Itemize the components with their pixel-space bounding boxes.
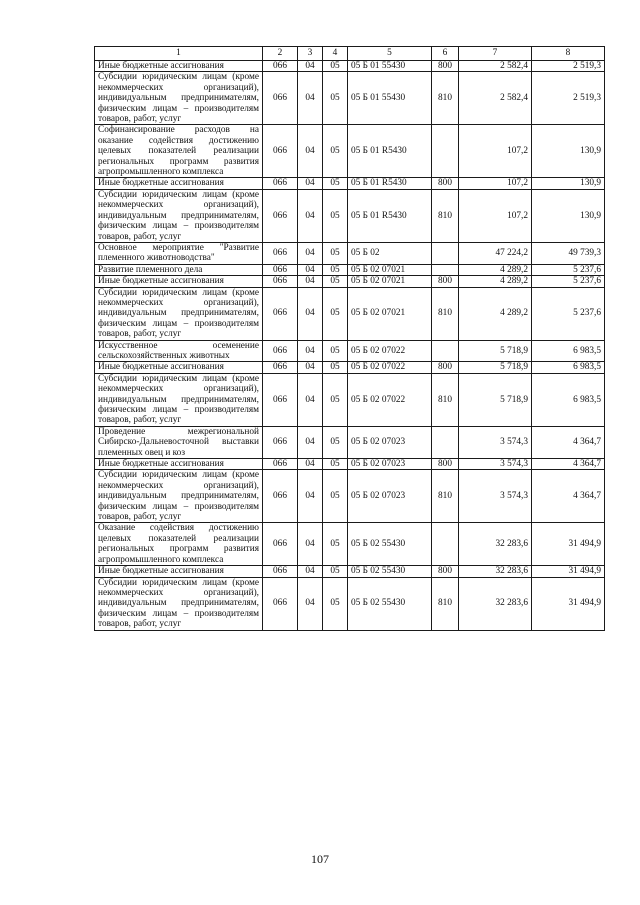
cell-subsection: 05	[323, 178, 348, 189]
cell-section: 04	[298, 189, 323, 242]
cell-amount-col8: 31 494,9	[532, 566, 605, 577]
cell-name: Иные бюджетные ассигнования	[95, 362, 263, 373]
cell-amount-col8: 6 983,5	[532, 373, 605, 426]
header-cell: 4	[323, 47, 348, 61]
table-row	[95, 125, 605, 178]
table-row	[95, 264, 605, 275]
cell-section: 04	[298, 459, 323, 470]
cell-expense-type: 800	[432, 459, 459, 470]
table-row	[95, 178, 605, 189]
cell-amount-col7: 5 718,9	[459, 373, 532, 426]
cell-amount-col7: 5 718,9	[459, 362, 532, 373]
cell-ministry-code: 066	[263, 566, 298, 577]
cell-target-article: 05 Б 02 55430	[348, 566, 432, 577]
cell-ministry-code: 066	[263, 276, 298, 287]
cell-ministry-code: 066	[263, 459, 298, 470]
cell-name: Субсидии юридическим лицам (кроме некоммерческих организаций), индивидуальным предпринимателям, физическим лицам – производителям товаров, работ, услуг	[95, 72, 263, 125]
cell-amount-col8: 5 237,6	[532, 264, 605, 275]
cell-target-article: 05 Б 02 07022	[348, 373, 432, 426]
cell-ministry-code: 066	[263, 61, 298, 72]
cell-section: 04	[298, 242, 323, 264]
cell-amount-col8: 130,9	[532, 125, 605, 178]
cell-target-article: 05 Б 01 R5430	[348, 189, 432, 242]
cell-expense-type: 810	[432, 577, 459, 630]
cell-ministry-code: 066	[263, 189, 298, 242]
cell-subsection: 05	[323, 470, 348, 523]
cell-amount-col8: 4 364,7	[532, 459, 605, 470]
cell-target-article: 05 Б 01 R5430	[348, 125, 432, 178]
cell-ministry-code: 066	[263, 242, 298, 264]
cell-name: Субсидии юридическим лицам (кроме некоммерческих организаций), индивидуальным предпринимателям, физическим лицам – производителям товаров, работ, услуг	[95, 577, 263, 630]
table-header-row	[95, 47, 605, 61]
cell-section: 04	[298, 362, 323, 373]
cell-ministry-code: 066	[263, 178, 298, 189]
table-row	[95, 577, 605, 630]
cell-name: Искусственное осеменение сельскохозяйственных животных	[95, 340, 263, 362]
cell-target-article: 05 Б 02 07021	[348, 287, 432, 340]
cell-amount-col7: 4 289,2	[459, 276, 532, 287]
cell-target-article: 05 Б 02 07022	[348, 362, 432, 373]
cell-subsection: 05	[323, 566, 348, 577]
table-row	[95, 470, 605, 523]
cell-target-article: 05 Б 02 55430	[348, 577, 432, 630]
cell-target-article: 05 Б 02 07021	[348, 264, 432, 275]
cell-target-article: 05 Б 02 07023	[348, 470, 432, 523]
header-cell: 8	[532, 47, 605, 61]
cell-expense-type: 810	[432, 72, 459, 125]
cell-expense-type	[432, 264, 459, 275]
cell-amount-col8: 5 237,6	[532, 276, 605, 287]
cell-expense-type	[432, 523, 459, 566]
cell-name: Развитие племенного дела	[95, 264, 263, 275]
cell-target-article: 05 Б 02	[348, 242, 432, 264]
cell-amount-col7: 4 289,2	[459, 264, 532, 275]
cell-section: 04	[298, 373, 323, 426]
cell-amount-col8: 130,9	[532, 178, 605, 189]
cell-subsection: 05	[323, 276, 348, 287]
table-row	[95, 242, 605, 264]
cell-subsection: 05	[323, 189, 348, 242]
cell-expense-type: 810	[432, 189, 459, 242]
table-row	[95, 523, 605, 566]
cell-section: 04	[298, 566, 323, 577]
table-row	[95, 459, 605, 470]
cell-amount-col8: 5 237,6	[532, 287, 605, 340]
cell-ministry-code: 066	[263, 340, 298, 362]
cell-expense-type: 800	[432, 276, 459, 287]
cell-subsection: 05	[323, 426, 348, 458]
cell-subsection: 05	[323, 577, 348, 630]
cell-amount-col8: 130,9	[532, 189, 605, 242]
cell-expense-type: 810	[432, 287, 459, 340]
table-row	[95, 340, 605, 362]
cell-expense-type: 800	[432, 178, 459, 189]
header-cell: 1	[95, 47, 263, 61]
cell-amount-col7: 32 283,6	[459, 523, 532, 566]
cell-subsection: 05	[323, 264, 348, 275]
cell-name: Субсидии юридическим лицам (кроме некоммерческих организаций), индивидуальным предпринимателям, физическим лицам – производителям товаров, работ, услуг	[95, 470, 263, 523]
cell-name: Софинансирование расходов на оказание содействия достижению целевых показателей реализации региональных программ развития агропромышленного комплекса	[95, 125, 263, 178]
cell-ministry-code: 066	[263, 470, 298, 523]
cell-ministry-code: 066	[263, 577, 298, 630]
header-cell: 3	[298, 47, 323, 61]
cell-expense-type: 810	[432, 470, 459, 523]
cell-subsection: 05	[323, 61, 348, 72]
cell-subsection: 05	[323, 362, 348, 373]
table-body	[95, 61, 605, 631]
cell-section: 04	[298, 276, 323, 287]
cell-subsection: 05	[323, 242, 348, 264]
cell-amount-col7: 2 582,4	[459, 72, 532, 125]
cell-ministry-code: 066	[263, 72, 298, 125]
cell-section: 04	[298, 426, 323, 458]
cell-section: 04	[298, 577, 323, 630]
table-row	[95, 566, 605, 577]
cell-amount-col7: 107,2	[459, 125, 532, 178]
table-row	[95, 426, 605, 458]
cell-target-article: 05 Б 02 07021	[348, 276, 432, 287]
cell-amount-col7: 3 574,3	[459, 426, 532, 458]
table-row	[95, 61, 605, 72]
cell-expense-type	[432, 426, 459, 458]
cell-section: 04	[298, 470, 323, 523]
cell-target-article: 05 Б 02 07023	[348, 426, 432, 458]
cell-amount-col7: 2 582,4	[459, 61, 532, 72]
cell-expense-type	[432, 125, 459, 178]
cell-target-article: 05 Б 01 55430	[348, 61, 432, 72]
cell-name: Проведение межрегиональной Сибирско-Дальневосточной выставки племенных овец и коз	[95, 426, 263, 458]
cell-amount-col8: 49 739,3	[532, 242, 605, 264]
header-cell: 7	[459, 47, 532, 61]
cell-target-article: 05 Б 02 55430	[348, 523, 432, 566]
cell-subsection: 05	[323, 72, 348, 125]
table-row	[95, 362, 605, 373]
header-cell: 6	[432, 47, 459, 61]
header-cell: 5	[348, 47, 432, 61]
cell-amount-col8: 2 519,3	[532, 72, 605, 125]
cell-name: Основное мероприятие "Развитие племенного животноводства"	[95, 242, 263, 264]
table-row	[95, 287, 605, 340]
table-row	[95, 373, 605, 426]
cell-expense-type: 800	[432, 362, 459, 373]
cell-name: Иные бюджетные ассигнования	[95, 276, 263, 287]
cell-name: Иные бюджетные ассигнования	[95, 178, 263, 189]
cell-ministry-code: 066	[263, 523, 298, 566]
cell-section: 04	[298, 61, 323, 72]
cell-name: Иные бюджетные ассигнования	[95, 566, 263, 577]
page-number: 107	[311, 852, 329, 866]
header-cell: 2	[263, 47, 298, 61]
cell-amount-col7: 3 574,3	[459, 459, 532, 470]
cell-ministry-code: 066	[263, 287, 298, 340]
cell-amount-col8: 6 983,5	[532, 340, 605, 362]
table-row	[95, 72, 605, 125]
cell-expense-type	[432, 340, 459, 362]
cell-target-article: 05 Б 01 R5430	[348, 178, 432, 189]
cell-name: Иные бюджетные ассигнования	[95, 459, 263, 470]
cell-amount-col7: 5 718,9	[459, 340, 532, 362]
cell-name: Субсидии юридическим лицам (кроме некоммерческих организаций), индивидуальным предпринимателям, физическим лицам – производителям товаров, работ, услуг	[95, 373, 263, 426]
cell-subsection: 05	[323, 125, 348, 178]
cell-amount-col7: 32 283,6	[459, 577, 532, 630]
cell-ministry-code: 066	[263, 264, 298, 275]
cell-section: 04	[298, 178, 323, 189]
cell-section: 04	[298, 287, 323, 340]
cell-expense-type: 800	[432, 61, 459, 72]
cell-section: 04	[298, 125, 323, 178]
cell-amount-col7: 4 289,2	[459, 287, 532, 340]
cell-ministry-code: 066	[263, 362, 298, 373]
cell-name: Субсидии юридическим лицам (кроме некоммерческих организаций), индивидуальным предпринимателям, физическим лицам – производителям товаров, работ, услуг	[95, 287, 263, 340]
cell-expense-type: 800	[432, 566, 459, 577]
cell-subsection: 05	[323, 287, 348, 340]
cell-amount-col8: 4 364,7	[532, 426, 605, 458]
cell-expense-type	[432, 242, 459, 264]
cell-ministry-code: 066	[263, 125, 298, 178]
cell-amount-col7: 107,2	[459, 178, 532, 189]
cell-amount-col7: 32 283,6	[459, 566, 532, 577]
cell-ministry-code: 066	[263, 373, 298, 426]
cell-subsection: 05	[323, 523, 348, 566]
cell-name: Иные бюджетные ассигнования	[95, 61, 263, 72]
cell-subsection: 05	[323, 459, 348, 470]
cell-name: Оказание содействия достижению целевых показателей реализации региональных программ развития агропромышленного комплекса	[95, 523, 263, 566]
cell-subsection: 05	[323, 373, 348, 426]
table-row	[95, 189, 605, 242]
cell-target-article: 05 Б 01 55430	[348, 72, 432, 125]
cell-name: Субсидии юридическим лицам (кроме некоммерческих организаций), индивидуальным предпринимателям, физическим лицам – производителям товаров, работ, услуг	[95, 189, 263, 242]
cell-amount-col8: 31 494,9	[532, 523, 605, 566]
cell-section: 04	[298, 72, 323, 125]
cell-target-article: 05 Б 02 07022	[348, 340, 432, 362]
cell-section: 04	[298, 264, 323, 275]
cell-amount-col7: 47 224,2	[459, 242, 532, 264]
cell-subsection: 05	[323, 340, 348, 362]
cell-amount-col8: 2 519,3	[532, 61, 605, 72]
cell-amount-col8: 6 983,5	[532, 362, 605, 373]
cell-expense-type: 810	[432, 373, 459, 426]
cell-section: 04	[298, 523, 323, 566]
cell-amount-col8: 31 494,9	[532, 577, 605, 630]
cell-amount-col8: 4 364,7	[532, 470, 605, 523]
cell-target-article: 05 Б 02 07023	[348, 459, 432, 470]
cell-ministry-code: 066	[263, 426, 298, 458]
table-row	[95, 276, 605, 287]
cell-amount-col7: 107,2	[459, 189, 532, 242]
cell-amount-col7: 3 574,3	[459, 470, 532, 523]
cell-section: 04	[298, 340, 323, 362]
budget-table	[94, 46, 605, 631]
